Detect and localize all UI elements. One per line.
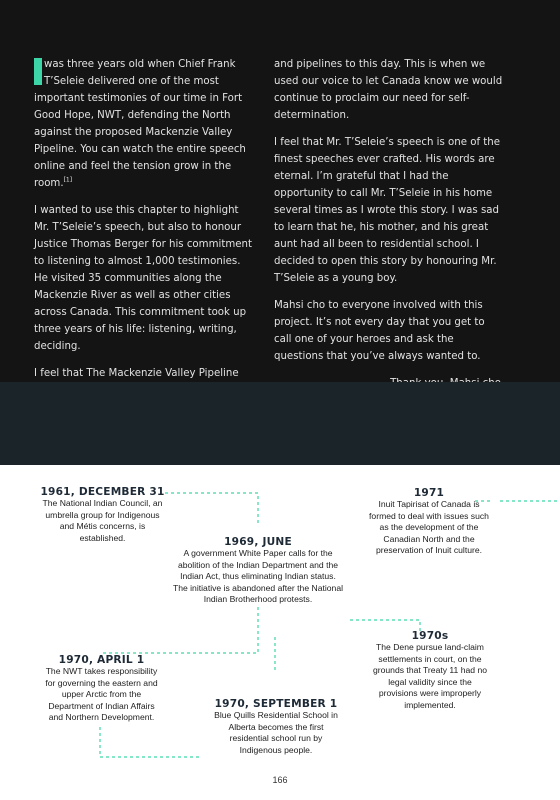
timeline-description: The Dene pursue land-claim settlements in court, on the grounds that Treaty 11 had no legal validity since the provisions were improperly implemented. bbox=[372, 642, 488, 710]
essay-paragraph: I wanted to use this chapter to highlight Mr. T’Seleie’s speech, but also to honour Justice Thomas Berger for his commitment to listening to almost 1,000 testimonies. He visited 35 communities along the Mackenzie River as well as other cities across Canada. This commitment took up three years of his life: listening, writing, deciding. bbox=[34, 205, 252, 352]
essay-paragraph: and pipelines to this day. This is when we used our voice to let Canada know we would continue to proclaim our need for self-determination. bbox=[274, 59, 503, 121]
timeline-description: Inuit Tapirisat of Canada is formed to deal with issues such as the development of the Canadian North and the preservation of Inuit culture. bbox=[369, 499, 489, 556]
connector-line bbox=[165, 493, 258, 523]
timeline-entry bbox=[40, 654, 163, 724]
timeline-date: 1969, JUNE bbox=[224, 536, 292, 548]
essay-text: was three years old when Chief Frank T’Seleie delivered one of the most important testimonies of our time in Fort Good Hope, NWT, defending the North against the proposed Mackenzie Valley Pipeline. You can watch the entire speech online and feel the tension grow in the room. bbox=[34, 59, 246, 189]
timeline-description: A government White Paper calls for the abolition of the Indian Department and the Indian Act, thus eliminating Indian status. The initiative is abandoned after the National Indian Brotherhood protests. bbox=[172, 548, 344, 605]
essay-column-right bbox=[274, 56, 504, 409]
essay-paragraph: Mahsi cho to everyone involved with this project. It’s not every day that you get to call one of your heroes and ask the questions that you’ve always wanted to. bbox=[274, 300, 485, 362]
divider-band bbox=[0, 382, 560, 465]
timeline-entry bbox=[172, 536, 344, 606]
essay-paragraph: I feel that The Mackenzie Valley Pipeline bbox=[34, 368, 239, 379]
timeline-entry bbox=[370, 630, 490, 712]
timeline-entry bbox=[40, 486, 165, 544]
timeline-entry bbox=[368, 487, 490, 557]
timeline-date: 1971 bbox=[413, 487, 445, 499]
essay-section bbox=[0, 0, 560, 382]
drop-cap-bar bbox=[34, 58, 42, 85]
essay-paragraph bbox=[34, 56, 256, 192]
connector-line bbox=[100, 607, 258, 653]
timeline-description: The NWT takes responsibility for governing the eastern and upper Arctic from the Department of Indian Affairs and Northern Development. bbox=[45, 666, 158, 723]
timeline-entry bbox=[212, 698, 340, 756]
timeline-description: Blue Quills Residential School in Alberta becomes the first residential school run by Indigenous people. bbox=[214, 710, 338, 755]
timeline-date: 1970, SEPTEMBER 1 bbox=[214, 698, 338, 710]
timeline-date: 1970, APRIL 1 bbox=[58, 654, 145, 666]
page-number: 166 bbox=[272, 775, 288, 785]
essay-paragraph: I feel that Mr. T’Seleie’s speech is one of the finest speeches ever crafted. His words are eternal. I’m grateful that I had the opportunity to call Mr. T’Seleie in his home several times as I wrote this story. I was sad to learn that he, his mother, and his great aunt had all been to residential school. I decided to open this story by honouring Mr. T’Seleie as a young boy. bbox=[274, 137, 501, 284]
timeline-date: 1970s bbox=[411, 630, 449, 642]
footnote-marker[interactable]: [1] bbox=[63, 176, 73, 184]
timeline-description: The National Indian Council, an umbrella group for Indigenous and Métis concerns, is established. bbox=[42, 498, 163, 543]
timeline-date: 1961, DECEMBER 31 bbox=[40, 486, 165, 498]
connector-line bbox=[100, 727, 200, 757]
